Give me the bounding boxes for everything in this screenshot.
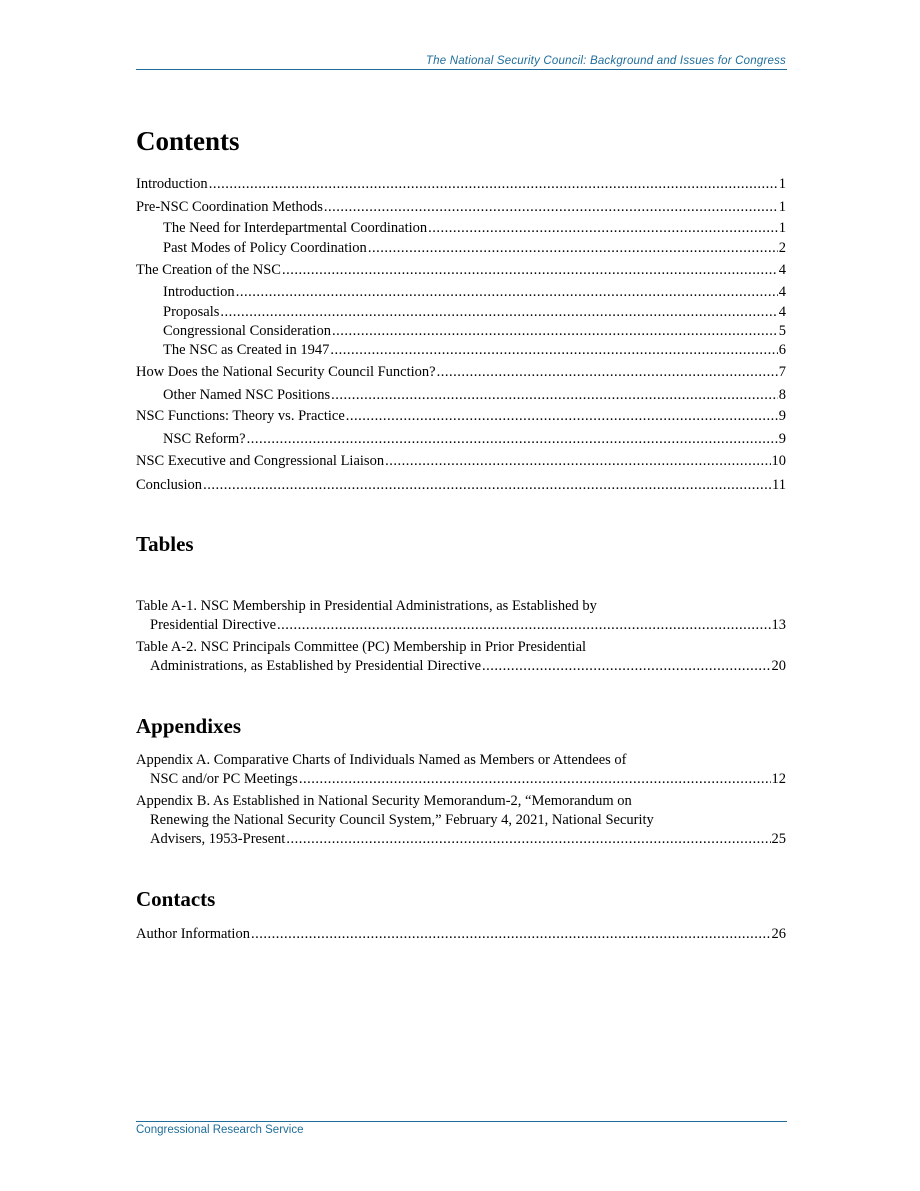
dot-leader bbox=[346, 407, 778, 425]
dot-leader bbox=[330, 341, 777, 359]
toc-entry-page: 1 bbox=[778, 176, 786, 192]
toc-entry-label: Congressional Consideration bbox=[163, 323, 331, 339]
tables-heading: Tables bbox=[136, 532, 194, 556]
dot-leader bbox=[236, 283, 778, 301]
toc-entry[interactable] bbox=[136, 261, 786, 279]
toc-entry-label: Conclusion bbox=[136, 477, 203, 493]
dot-leader bbox=[209, 175, 778, 193]
header-divider bbox=[136, 69, 787, 70]
toc-entry-page: 10 bbox=[771, 453, 786, 469]
toc-entry-label: Other Named NSC Positions bbox=[163, 387, 331, 403]
toc-entry-label: The Creation of the NSC bbox=[136, 262, 281, 278]
toc-entry-label: Presidential Directive bbox=[150, 617, 277, 633]
toc-entry-label: Appendix A. Comparative Charts of Individuals Named as Members or Attendees of bbox=[136, 752, 627, 768]
toc-entry-page: 4 bbox=[778, 284, 786, 300]
toc-entry-label: Table A-2. NSC Principals Committee (PC) Membership in Prior Presidential bbox=[136, 639, 587, 655]
toc-entry[interactable] bbox=[136, 452, 786, 470]
toc-entry-page: 7 bbox=[778, 364, 786, 380]
toc-entry[interactable] bbox=[136, 198, 786, 216]
appendixes-heading: Appendixes bbox=[136, 714, 242, 738]
toc-entry-line bbox=[150, 657, 786, 675]
toc-entry[interactable] bbox=[163, 322, 786, 340]
toc-entry-label: NSC and/or PC Meetings bbox=[150, 771, 298, 787]
toc-entry-line bbox=[150, 830, 786, 848]
dot-leader bbox=[324, 198, 778, 216]
dot-leader bbox=[331, 386, 778, 404]
dot-leader bbox=[220, 303, 777, 321]
footer-text: Congressional Research Service bbox=[136, 1124, 304, 1136]
dot-leader bbox=[332, 322, 778, 340]
toc-entry-page: 26 bbox=[771, 926, 786, 942]
dot-leader bbox=[203, 476, 771, 494]
toc-entry-label: Administrations, as Established by Presidential Directive bbox=[150, 658, 482, 674]
dot-leader bbox=[428, 219, 778, 237]
toc-entry-page: 1 bbox=[778, 199, 786, 215]
toc-entry-page: 2 bbox=[778, 240, 786, 256]
toc-entry-page: 12 bbox=[771, 771, 786, 787]
toc-entry[interactable] bbox=[136, 476, 786, 494]
toc-entry-page: 1 bbox=[778, 220, 786, 236]
toc-entry-page: 13 bbox=[771, 617, 786, 633]
toc-entry-label: Advisers, 1953-Present bbox=[150, 831, 286, 847]
toc-entry-label: Introduction bbox=[136, 176, 208, 192]
toc-entry-page: 6 bbox=[778, 342, 786, 358]
toc-entry-label: Pre-NSC Coordination Methods bbox=[136, 199, 323, 215]
dot-leader bbox=[437, 363, 778, 381]
dot-leader bbox=[286, 830, 770, 848]
toc-entry-label: The Need for Interdepartmental Coordination bbox=[163, 220, 428, 236]
toc-entry-label: NSC Reform? bbox=[163, 431, 246, 447]
toc-entry-label: Proposals bbox=[163, 304, 220, 320]
toc-entry-page: 20 bbox=[771, 658, 786, 674]
toc-entry[interactable] bbox=[163, 430, 786, 448]
toc-entry-page: 9 bbox=[778, 408, 786, 424]
toc-entry-page: 11 bbox=[772, 477, 786, 493]
toc-entry[interactable] bbox=[136, 363, 786, 381]
toc-entry-line bbox=[150, 770, 786, 788]
toc-entry-label: Appendix B. As Established in National Security Memorandum-2, “Memorandum on bbox=[136, 793, 632, 809]
dot-leader bbox=[385, 452, 770, 470]
toc-entry[interactable] bbox=[163, 303, 786, 321]
toc-entry[interactable] bbox=[163, 386, 786, 404]
toc-entry-label: The NSC as Created in 1947 bbox=[163, 342, 330, 358]
toc-entry-page: 5 bbox=[778, 323, 786, 339]
toc-entry-label: NSC Executive and Congressional Liaison bbox=[136, 453, 385, 469]
toc-entry[interactable] bbox=[163, 219, 786, 237]
toc-entry-page: 25 bbox=[771, 831, 786, 847]
dot-leader bbox=[247, 430, 778, 448]
toc-entry-label: Introduction bbox=[163, 284, 235, 300]
toc-entry[interactable] bbox=[136, 175, 786, 193]
toc-entry[interactable] bbox=[136, 925, 786, 943]
toc-entry-line bbox=[150, 616, 786, 634]
dot-leader bbox=[251, 925, 771, 943]
toc-entry[interactable] bbox=[163, 239, 786, 257]
toc-entry[interactable] bbox=[136, 407, 786, 425]
toc-entry[interactable] bbox=[163, 283, 786, 301]
running-title: The National Security Council: Background and Issues for Congress bbox=[425, 55, 786, 67]
toc-entry-page: 9 bbox=[778, 431, 786, 447]
toc-entry-label: Author Information bbox=[136, 926, 250, 942]
dot-leader bbox=[482, 657, 770, 675]
dot-leader bbox=[277, 616, 770, 634]
toc-entry-page: 4 bbox=[778, 304, 786, 320]
toc-entry-label: NSC Functions: Theory vs. Practice bbox=[136, 408, 345, 424]
dot-leader bbox=[282, 261, 778, 279]
toc-entry-label: How Does the National Security Council Function? bbox=[136, 364, 436, 380]
dot-leader bbox=[299, 770, 771, 788]
contents-heading: Contents bbox=[136, 126, 240, 156]
toc-entry-label: Table A-1. NSC Membership in Presidential Administrations, as Established by bbox=[136, 598, 597, 614]
toc-entry-page: 8 bbox=[778, 387, 786, 403]
toc-entry-page: 4 bbox=[778, 262, 786, 278]
dot-leader bbox=[368, 239, 778, 257]
toc-entry-label: Renewing the National Security Council System,” February 4, 2021, National Security bbox=[150, 812, 654, 828]
toc-entry[interactable] bbox=[163, 341, 786, 359]
contacts-heading: Contacts bbox=[136, 887, 216, 911]
footer-divider bbox=[136, 1121, 787, 1122]
toc-entry-label: Past Modes of Policy Coordination bbox=[163, 240, 367, 256]
